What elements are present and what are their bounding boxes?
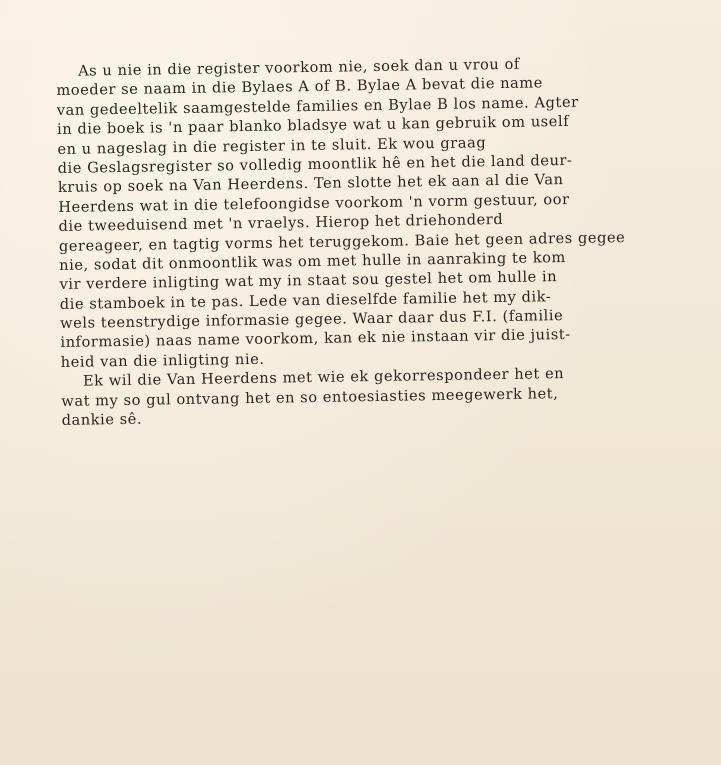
text-line: gereageer, en tagtig vorms het teruggekom. Baie het geen adres gegee: [58, 228, 626, 255]
text-line: moeder se naam in die Bylaes A of B. Bylae A bevat die name: [56, 74, 544, 100]
text-line: Ek wil die Van Heerdens met wie ek gekorrespondeer het en: [82, 365, 565, 390]
text-line: die stamboek in te pas. Lede van dieselfde familie het my dik-: [59, 287, 552, 313]
text-line: nie, sodat dit onmoontlik was om met hulle in aanraking te kom: [59, 248, 567, 274]
text-line: informasie) naas name voorkom, kan ek nie instaan vir die juist-: [60, 326, 571, 352]
text-line: As u nie in die register voorkom nie, soek dan u vrou of: [78, 55, 520, 80]
text-line: dankie sê.: [61, 410, 143, 429]
text-line: wels teenstrydige informasie gegee. Waar daar dus F.I. (familie: [59, 307, 564, 333]
text-line: die tweeduisend met 'n vraelys. Hierop het driehonderd: [58, 211, 504, 236]
text-line: in die boek is 'n paar blanko bladsye wat u kan gebruik om uself: [56, 113, 570, 139]
body-text: [56, 53, 662, 431]
text-line: Heerdens wat in die telefoongidse voorkom 'n vorm gestuur, oor: [58, 190, 570, 216]
text-line: kruis op soek na Van Heerdens. Ten slotte het ek aan al die Van: [57, 171, 564, 197]
text-line: die Geslagsregister so volledig moontlik hê en het die land deur-: [57, 151, 573, 177]
text-line: en u nageslag in die register in te sluit. Ek wou graag: [57, 133, 487, 158]
text-line: van gedeeltelik saamgestelde families en Bylae B los name. Agter: [56, 93, 579, 119]
text-line: wat my so gul ontvang het en so entoesiasties meegewerk het,: [61, 384, 559, 410]
text-line: vir verdere inligting wat my in staat sou gestel het om hulle in: [59, 268, 558, 294]
text-line: heid van die inligting nie.: [60, 350, 265, 371]
